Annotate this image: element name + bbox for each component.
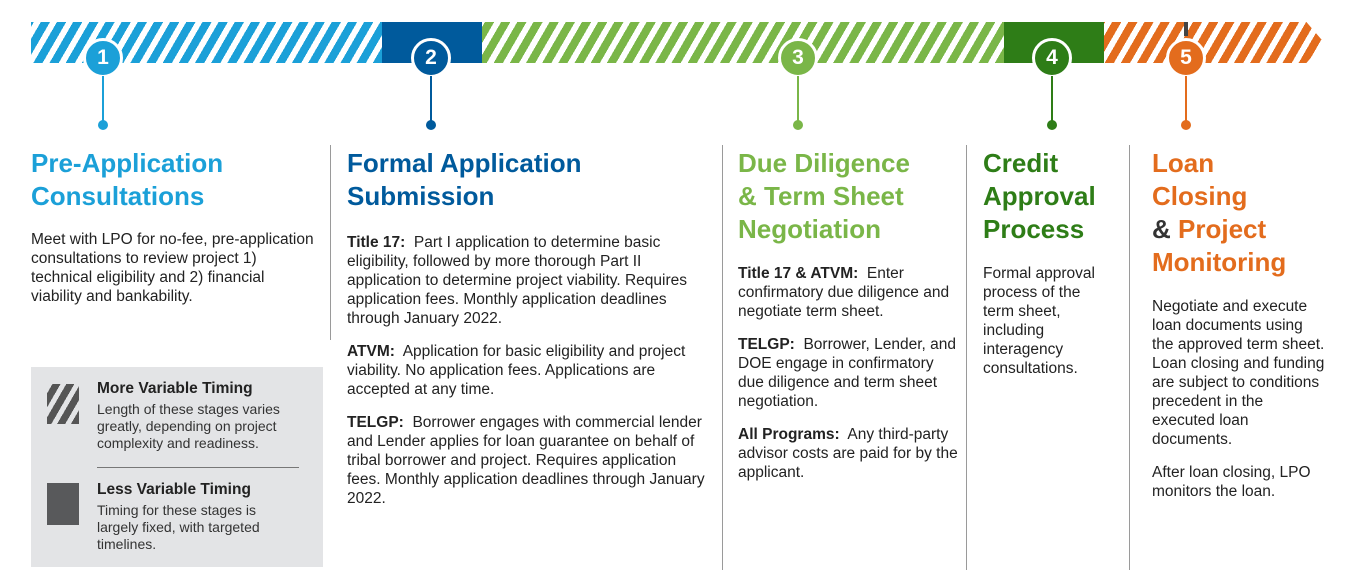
stage-3-paragraph: All Programs: Any third-party advisor costs are paid for by the applicant. bbox=[738, 426, 958, 481]
stage-3-title: Due Diligence & Term Sheet Negotiation bbox=[738, 148, 910, 244]
stage-2-paragraph: ATVM: Application for basic eligibility and project viability. No application fees. Applications are accepted at any time. bbox=[347, 343, 686, 398]
stage-5-dot bbox=[1181, 120, 1191, 130]
divider-1 bbox=[330, 145, 331, 340]
more-variable-description: Length of these stages varies greatly, depending on project complexity and readiness. bbox=[97, 401, 280, 451]
stage-1-stem bbox=[102, 76, 104, 122]
stage-1-description: Meet with LPO for no-fee, pre-application consultations to review project 1) technical eligibility and 2) financial viability and bankability. bbox=[31, 231, 314, 305]
stage-2-description bbox=[347, 233, 712, 522]
stage-5-title: Loan Closing & Project Monitoring bbox=[1152, 148, 1287, 277]
timing-legend bbox=[31, 367, 323, 567]
stage-3-paragraph: Title 17 & ATVM: Enter confirmatory due diligence and negotiate term sheet. bbox=[738, 265, 950, 320]
stage-3-stem bbox=[797, 76, 799, 122]
less-variable-description: Timing for these stages is largely fixed, with targeted timelines. bbox=[97, 502, 260, 552]
stage-3-description bbox=[738, 264, 960, 496]
stage-4-title: Credit Approval Process bbox=[983, 148, 1096, 244]
less-variable-swatch bbox=[47, 483, 79, 525]
stage-3-number: 3 bbox=[778, 38, 818, 78]
stage-2-paragraph: TELGP: Borrower engages with commercial lender and Lender applies for loan guarantee on behalf of tribal borrower and project. Requires application fees. Monthly application deadlines through January 2022. bbox=[347, 414, 705, 507]
stage-3-paragraph: TELGP: Borrower, Lender, and DOE engage in confirmatory due diligence and term sheet negotiation. bbox=[738, 336, 956, 410]
divider-3 bbox=[966, 145, 967, 570]
stage-2-dot bbox=[426, 120, 436, 130]
stage-4-dot bbox=[1047, 120, 1057, 130]
less-variable-title: Less Variable Timing bbox=[97, 481, 251, 498]
stage-1-title: Pre-Application Consultations bbox=[31, 148, 224, 211]
legend-divider bbox=[97, 467, 299, 468]
more-variable-swatch bbox=[47, 384, 79, 424]
stage-4-description: Formal approval process of the term sheet, including interagency consultations. bbox=[983, 265, 1095, 377]
timeline-tick bbox=[1184, 22, 1188, 36]
stage-5-number: 5 bbox=[1166, 38, 1206, 78]
stage-4-stem bbox=[1051, 76, 1053, 122]
timeline-segment-due-diligence bbox=[482, 22, 1004, 63]
stage-2-stem bbox=[430, 76, 432, 122]
divider-4 bbox=[1129, 145, 1130, 570]
divider-2 bbox=[722, 145, 723, 570]
stage-2-title: Formal Application Submission bbox=[347, 148, 582, 211]
stage-3-dot bbox=[793, 120, 803, 130]
timeline-segment-loan-closing bbox=[1104, 22, 1324, 63]
more-variable-title: More Variable Timing bbox=[97, 380, 253, 397]
stage-5-paragraph: After loan closing, LPO monitors the loan. bbox=[1152, 464, 1311, 500]
stage-1-dot bbox=[98, 120, 108, 130]
stage-2-number: 2 bbox=[411, 38, 451, 78]
stage-5-paragraph: Negotiate and execute loan documents using the approved term sheet. Loan closing and funding are subject to conditions precedent in the executed loan documents. bbox=[1152, 298, 1325, 448]
stage-5-description bbox=[1152, 297, 1327, 515]
stage-1-number: 1 bbox=[83, 38, 123, 78]
stage-4-number: 4 bbox=[1032, 38, 1072, 78]
stage-5-stem bbox=[1185, 76, 1187, 122]
stage-2-paragraph: Title 17: Part I application to determine basic eligibility, followed by more thorough Part II application to determine project viability. Requires application fees. Monthly application deadlines through January 2022. bbox=[347, 234, 688, 327]
